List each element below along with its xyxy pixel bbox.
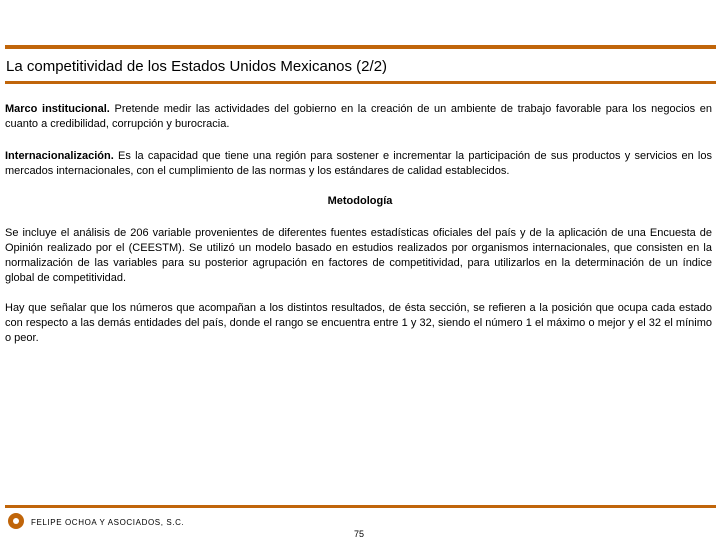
term-marco-institucional: Marco institucional. — [5, 103, 110, 115]
definition-marco-institucional: Pretende medir las actividades del gobierno en la creación de un ambiente de trabajo favorable para los negocios en cuanto a credibilidad, corrupción y burocracia. — [5, 103, 712, 130]
term-internacionalizacion: Internacionalización. — [5, 150, 114, 162]
paragraph-internacionalizacion — [5, 149, 712, 179]
page-number: 75 — [354, 529, 365, 539]
definition-internacionalizacion: Es la capacidad que tiene una región para sostener e incrementar la participación de sus productos y servicios en los mercados internacionales, con el cumplimiento de las normas y los estándares de calidad establecidos. — [5, 150, 712, 177]
section-heading-metodologia: Metodología — [327, 195, 393, 207]
title-underline-rule — [5, 81, 716, 84]
logo-dot — [13, 518, 19, 524]
top-rule — [5, 45, 716, 49]
page-title: La competitividad de los Estados Unidos Mexicanos (2/2) — [6, 58, 388, 75]
footer-rule — [5, 505, 716, 508]
firm-name: FELIPE OCHOA Y ASOCIADOS, S.C. — [31, 518, 185, 527]
ranking-note-paragraph: Hay que señalar que los números que acompañan a los distintos resultados, de ésta sección, se refieren a la posición que ocupa cada estado con respecto a las demás entidades del país, donde el rango se encuentra entre 1 y 32, siendo el número 1 el máximo o mejor y el 32 el mínimo o peor. — [5, 302, 712, 344]
paragraph-marco-institucional — [5, 102, 712, 132]
firm-logo-icon — [8, 513, 24, 529]
methodology-paragraph: Se incluye el análisis de 206 variable provenientes de diferentes fuentes estadísticas oficiales del país y de la aplicación de una Encuesta de Opinión realizado por el (CEESTM). Se utilizó un modelo basado en estudios realizados por organismos internacionales, que consisten en la normalización de las variables para su posterior agrupación en factores de competitividad, para utilizarlos en la determinación de un índice global de competitividad. — [5, 227, 712, 284]
